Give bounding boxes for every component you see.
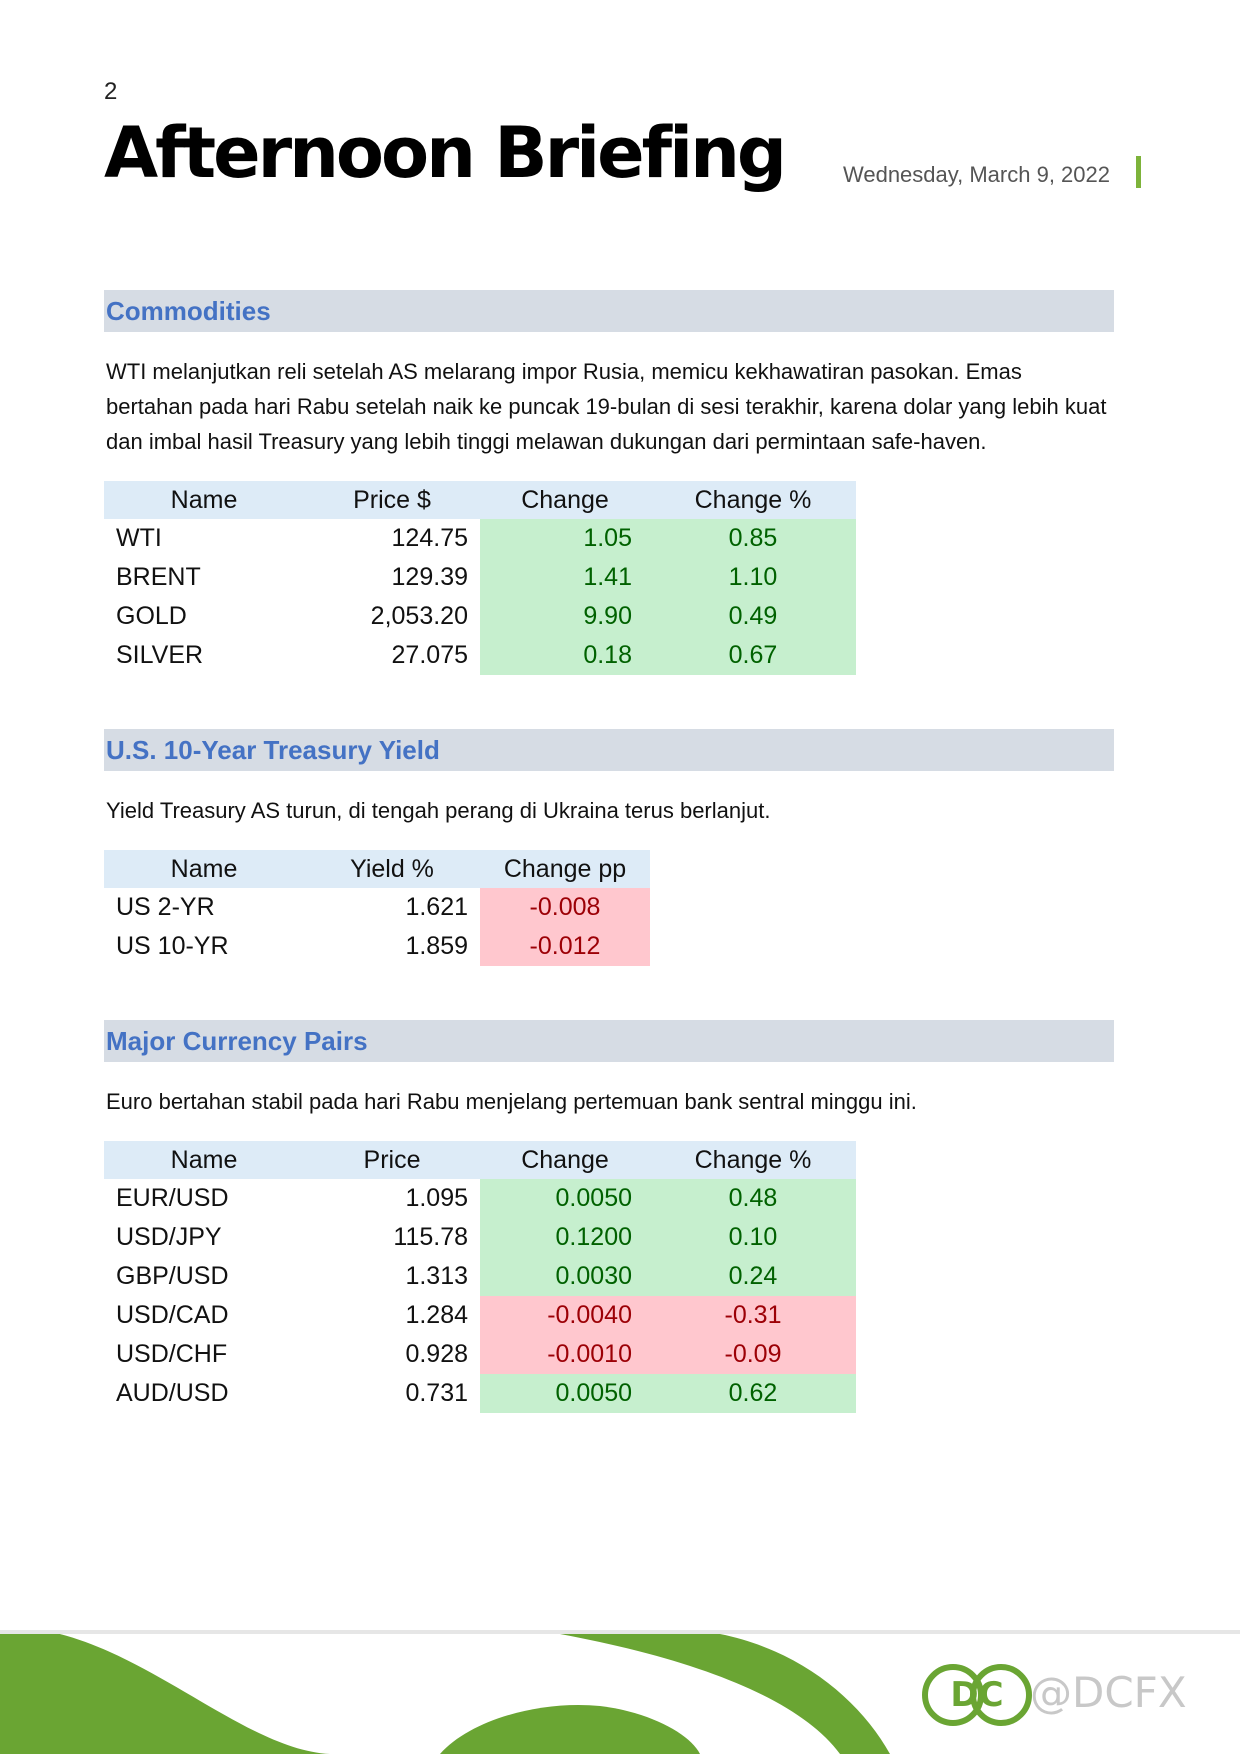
column-header-yield: Yield % (304, 850, 480, 888)
cell-name: SILVER (116, 641, 204, 669)
cell-price: 1.095 (405, 1184, 468, 1212)
cell-name: US 2-YR (116, 893, 215, 921)
cell-change: 0.18 (480, 636, 650, 675)
cell-yield: 1.621 (405, 893, 468, 921)
table-header-row (104, 1141, 856, 1179)
cell-change: 1.05 (480, 519, 650, 558)
dc-logo (922, 1664, 1032, 1726)
column-header-change-pct: Change % (650, 481, 856, 519)
cell-price: 0.928 (405, 1340, 468, 1368)
cell-name: GBP/USD (116, 1262, 229, 1290)
cell-change-pct: 0.48 (650, 1179, 856, 1218)
column-header-price: Price (304, 1141, 480, 1179)
table-row (104, 1296, 856, 1335)
cell-price: 1.284 (405, 1301, 468, 1329)
column-header-name: Name (104, 481, 304, 519)
cell-change-pct: 0.62 (650, 1374, 856, 1413)
cell-name: US 10-YR (116, 932, 229, 960)
treasury-header (104, 729, 1114, 771)
cell-change: 1.41 (480, 558, 650, 597)
column-header-name: Name (104, 850, 304, 888)
cell-name: AUD/USD (116, 1379, 229, 1407)
cell-change-pp: -0.012 (480, 927, 650, 966)
table-row (104, 888, 650, 927)
column-header-name: Name (104, 1141, 304, 1179)
commodities-header (104, 290, 1114, 332)
cell-name: WTI (116, 524, 162, 552)
cell-change: 9.90 (480, 597, 650, 636)
table-row (104, 558, 856, 597)
cell-price: 1.313 (405, 1262, 468, 1290)
cell-change-pct: 0.49 (650, 597, 856, 636)
cell-yield: 1.859 (405, 932, 468, 960)
cell-change: 0.0030 (480, 1257, 650, 1296)
cell-change: 0.0050 (480, 1374, 650, 1413)
cell-change-pct: 0.10 (650, 1218, 856, 1257)
cell-price: 129.39 (391, 563, 468, 591)
cell-change-pct: -0.31 (650, 1296, 856, 1335)
cell-name: USD/JPY (116, 1223, 222, 1251)
treasury-section (104, 729, 1114, 966)
cell-name: USD/CHF (116, 1340, 228, 1368)
column-header-change-pp: Change pp (480, 850, 650, 888)
currencies-header (104, 1020, 1114, 1062)
cell-price: 2,053.20 (370, 602, 468, 630)
cell-change: -0.0010 (480, 1335, 650, 1374)
commodities-paragraph: WTI melanjutkan reli setelah AS melarang impor Rusia, memicu kekhawatiran pasokan. Emas bertahan pada hari Rabu setelah naik ke puncak 19-bulan di sesi terakhir, karena dolar yang lebih kuat dan imbal hasil Treasury yang lebih tinggi melawan dukungan dari permintaan safe-haven. (106, 359, 1107, 454)
table-row (104, 519, 856, 558)
commodities-section (104, 290, 1114, 675)
cell-name: GOLD (116, 602, 187, 630)
treasury-heading: U.S. 10-Year Treasury Yield (106, 734, 440, 765)
date-accent-bar (1136, 156, 1141, 188)
currencies-section (104, 1020, 1114, 1413)
cell-change-pct: 0.85 (650, 519, 856, 558)
cell-change: 0.0050 (480, 1179, 650, 1218)
cell-change-pp: -0.008 (480, 888, 650, 927)
cell-change-pct: 1.10 (650, 558, 856, 597)
currencies-table (104, 1141, 856, 1413)
table-row (104, 636, 856, 675)
table-header-row (104, 481, 856, 519)
cell-change-pct: -0.09 (650, 1335, 856, 1374)
column-header-change-pct: Change % (650, 1141, 856, 1179)
currencies-paragraph: Euro bertahan stabil pada hari Rabu menjelang pertemuan bank sentral minggu ini. (106, 1089, 917, 1114)
cell-change-pct: 0.24 (650, 1257, 856, 1296)
currencies-heading: Major Currency Pairs (106, 1025, 368, 1056)
column-header-change: Change (480, 1141, 650, 1179)
commodities-table (104, 481, 856, 675)
cell-price: 124.75 (391, 524, 468, 552)
watermark: @DCFX (1030, 1668, 1187, 1717)
table-row (104, 597, 856, 636)
page-title: Afternoon Briefing (104, 112, 785, 194)
table-row (104, 1374, 856, 1413)
cell-change-pct: 0.67 (650, 636, 856, 675)
cell-price: 115.78 (393, 1223, 468, 1251)
cell-name: BRENT (116, 563, 201, 591)
report-date: Wednesday, March 9, 2022 (842, 162, 1110, 187)
column-header-price: Price $ (304, 481, 480, 519)
commodities-heading: Commodities (106, 295, 271, 326)
logo-text: DC (950, 1675, 1004, 1715)
cell-name: USD/CAD (116, 1301, 229, 1329)
table-row (104, 1257, 856, 1296)
cell-change: 0.1200 (480, 1218, 650, 1257)
column-header-change: Change (480, 481, 650, 519)
table-row (104, 1335, 856, 1374)
cell-name: EUR/USD (116, 1184, 229, 1212)
cell-change: -0.0040 (480, 1296, 650, 1335)
table-header-row (104, 850, 650, 888)
table-row (104, 1218, 856, 1257)
cell-price: 27.075 (391, 641, 468, 669)
page-number: 2 (104, 78, 118, 105)
cell-price: 0.731 (405, 1379, 468, 1407)
treasury-paragraph: Yield Treasury AS turun, di tengah perang di Ukraina terus berlanjut. (106, 798, 771, 823)
treasury-table (104, 850, 650, 966)
table-row (104, 927, 650, 966)
table-row (104, 1179, 856, 1218)
